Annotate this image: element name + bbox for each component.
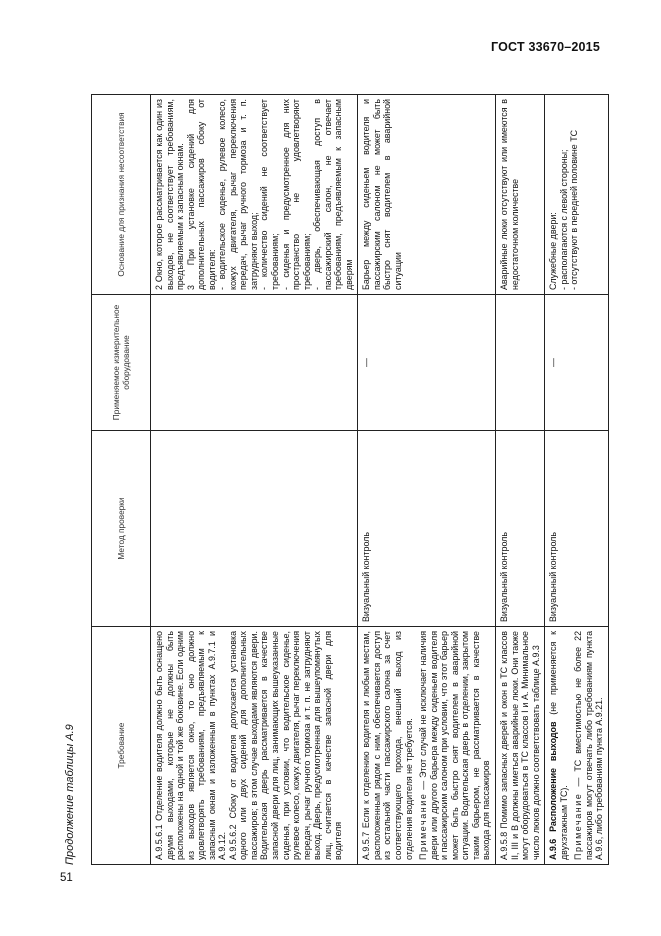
- rotated-page-content: [64, 95, 605, 865]
- basis-line: 2 Окно, которое рассматривается как один из выходов, не соответствует требованиям, предъявляемым к запасным окнам.: [154, 99, 186, 290]
- table-row: [495, 95, 544, 865]
- basis-cell: [151, 95, 358, 295]
- method-cell: [151, 431, 358, 627]
- header-method: Метод проверки: [92, 431, 151, 627]
- basis-line: 3 При установке сидений для дополнительных пассажиров сбоку от водителя:: [185, 99, 217, 290]
- page-number: 51: [60, 872, 73, 884]
- requirement-text: [548, 631, 569, 860]
- basis-line: Аварийные люки отсутствуют или имеются в недостаточном количестве: [498, 99, 520, 290]
- equipment-cell: —: [358, 295, 496, 431]
- requirement-text: А.9.5.6.1 Отделение водителя должно быть оснащено двумя выходами, которые не должны быть расположены на одной и той же боковине. Если одним из выходов является окно, то оно должно удовлетворять требованиям, предъявляемым к запасным окнам и изложенным в пунктах А.9.7.1 и А.9.12.: [154, 631, 228, 860]
- section-title: А.9.6 Расположение выходов: [548, 721, 559, 860]
- requirement-cell: [545, 627, 609, 865]
- method-cell: Визуальный контроль: [545, 431, 609, 627]
- basis-line: Барьер между сиденьем водителя и пассажирским салоном не может быть быстро снят водителем в аварийной ситуации: [361, 99, 404, 290]
- table-caption: Продолжение таблицы А.9: [64, 724, 76, 865]
- table-row: [358, 95, 496, 865]
- equipment-cell: [495, 295, 544, 431]
- equipment-cell: —: [545, 295, 609, 431]
- table-header-row: [92, 95, 151, 865]
- basis-line: - дверь, обеспечивающая доступ в пассажирский салон, не отвечает требованиям, предъявляемым к запасным дверям: [312, 99, 354, 290]
- note-label: Примечание: [418, 792, 429, 860]
- requirement-note: [418, 631, 492, 860]
- requirement-note: [573, 631, 605, 860]
- section-text: (не применяется к двухэтажным ТС).: [548, 631, 569, 860]
- basis-line: Служебные двери:: [548, 212, 559, 290]
- basis-cell: [358, 95, 496, 295]
- basis-line: - располагаются с левой стороны;: [558, 149, 569, 290]
- basis-line: - водительское сиденье, рулевое колесо, кожух двигателя, рычаг переключения передач, рычаг ручного тормоза и т. п. затрудняют выход;: [217, 99, 259, 290]
- header-requirement: Требование: [92, 627, 151, 865]
- header-equipment: Применяемое измерительное оборудование: [92, 295, 151, 431]
- basis-cell: [545, 95, 609, 295]
- requirement-text: А.9.5.8 Помимо запасных дверей и окон в ТС классов II, III и В должны иметься аварийные люки. Они также могут оборудоваться в ТС классов I и А. Минимальное число люков должно соответствовать таблице А.9.3: [498, 631, 541, 860]
- header-basis: Основание для признания несоответствия: [92, 95, 151, 295]
- basis-cell: [495, 95, 544, 295]
- equipment-cell: [151, 295, 358, 431]
- method-cell: Визуальный контроль: [495, 431, 544, 627]
- requirement-text: А.9.5.7 Если к отделению водителя и любым местам, расположенным рядом с ним, обеспечивается доступ из остальной части пассажирского салона за счет соответствующего прохода, внешний выход из отделения водителя не требуется.: [361, 631, 414, 860]
- requirements-table: [91, 94, 609, 865]
- basis-line: - сиденья и предусмотренное для них пространство не удовлетворяют требованиям;: [280, 99, 312, 290]
- basis-line: - количество сидений не соответствует требованиям;: [259, 99, 281, 290]
- requirement-cell: [151, 627, 358, 865]
- requirement-cell: [358, 627, 496, 865]
- note-text: — Этот случай не исключает наличия двери или другого барьера между сиденьем водителя и пассажирским салоном при условии, что этот барьер может быть быстро снят водителем в аварийной ситуации. Водительская дверь в отделении, закрытом таким барьером, не рассматривается в качестве выхода для пассажиров: [418, 631, 492, 860]
- document-code: ГОСТ 33670–2015: [491, 40, 600, 54]
- requirement-text: А.9.5.6.2 Сбоку от водителя допускается установка одного или двух сидений для дополнительных пассажиров; в этом случае выходами являются двери. Водительская дверь рассматривается в качестве запасной двери для лиц, занимающих вышеуказанные сиденья, при условии, что водительское сиденье, рулевое колесо, кожух двигателя, рычаг переключения передач, рычаг ручного тормоза и т. п. не затрудняют выход. Дверь, предусмотренная для вышеупомянутых лиц, считается в качестве запасной двери для водителя: [227, 631, 344, 860]
- table-row: [545, 95, 609, 865]
- requirement-cell: [495, 627, 544, 865]
- basis-line: - отсутствуют в передней половине ТС: [569, 129, 580, 290]
- method-cell: Визуальный контроль: [358, 431, 496, 627]
- table-row: [151, 95, 358, 865]
- note-text: — ТС вместимостью не более 22 пассажиров могут отвечать либо требованиям пункта А.9.6, либо требованиям пункта А.9.21.: [573, 631, 605, 860]
- note-label: Примечание: [573, 792, 584, 860]
